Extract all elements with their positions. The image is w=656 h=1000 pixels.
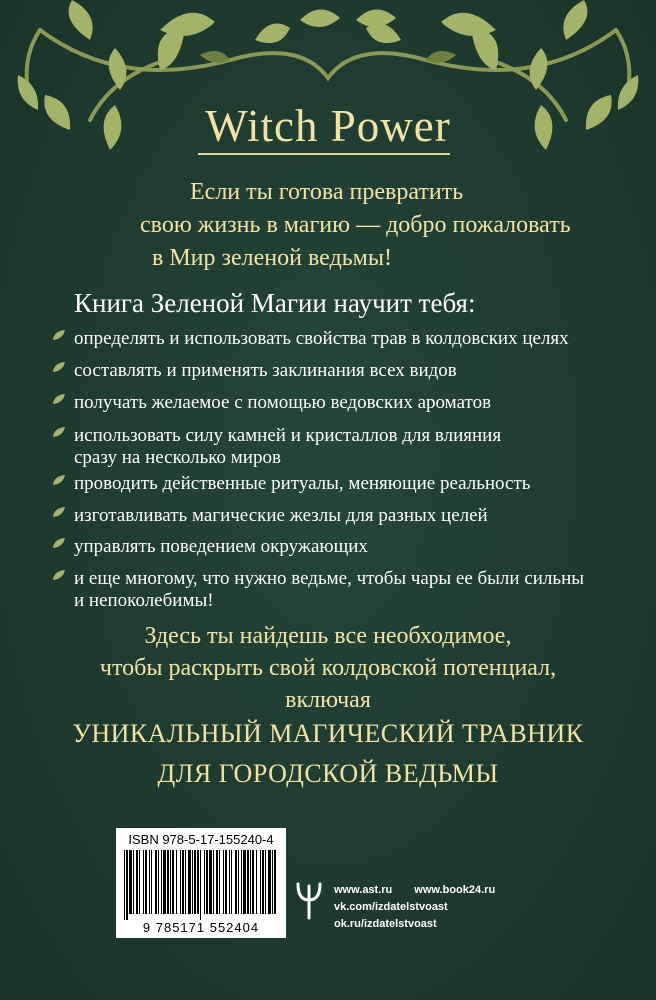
link-vk[interactable]: vk.com/izdatelstvoast <box>334 901 448 913</box>
leaf-bullet-icon <box>52 393 66 405</box>
leaf-bullet-icon <box>52 569 66 581</box>
barcode-panel <box>116 828 286 938</box>
list-item: составлять и применять заклинания всех видов <box>74 360 457 381</box>
leaf-bullet-icon <box>52 361 66 373</box>
list-item: определять и использовать свойства трав в колдовских целях <box>74 328 569 349</box>
leaf-bullet-icon <box>52 474 66 486</box>
outro-line: чтобы раскрыть свой колдовской потенциал, <box>99 655 557 681</box>
herbal-highlight <box>0 714 656 794</box>
link-ok[interactable]: ok.ru/izdatelstvoast <box>334 918 437 930</box>
outro-line: Здесь ты найдешь все необходимое, <box>144 623 512 649</box>
list-item: проводить действенные ритуалы, меняющие реальность <box>74 473 531 494</box>
link-ast[interactable]: www.ast.ru <box>334 884 393 896</box>
list-item: управлять поведением окружающих <box>74 536 368 557</box>
title-underline <box>198 153 450 155</box>
isbn-text: ISBN 978-5-17-155240-4 <box>128 832 274 847</box>
book-title: Witch Power <box>205 101 451 151</box>
list-item: использовать силу камней и кристаллов для влияния сразу на несколько миров <box>74 425 502 468</box>
leaf-bullet-icon <box>52 506 66 518</box>
link-book24[interactable]: www.book24.ru <box>414 884 496 896</box>
list-item: получать желаемое с помощью ведовских ароматов <box>74 392 492 413</box>
leaf-bullet-icon <box>52 329 66 341</box>
outro-line: включая <box>285 687 371 713</box>
intro-line: в Мир зеленой ведьмы! <box>152 245 392 271</box>
ean-digits: 9 785171 552404 <box>142 920 260 935</box>
publisher-logo-icon <box>294 880 324 920</box>
publisher-links <box>334 882 495 933</box>
leaf-bullet-icon <box>52 537 66 549</box>
highlight-line: УНИКАЛЬНЫЙ МАГИЧЕСКИЙ ТРАВНИК <box>72 719 584 748</box>
barcode-icon <box>122 850 280 920</box>
highlight-line: ДЛЯ ГОРОДСКОЙ ВЕДЬМЫ <box>157 759 499 788</box>
list-item: изготавливать магические жезлы для разных целей <box>74 505 488 526</box>
intro-line: Если ты готова превратить <box>190 179 464 205</box>
list-item: и еще многому, что нужно ведьме, чтобы чары ее были сильны и непоколебимы! <box>74 568 585 611</box>
intro-line: свою жизнь в магию — добро пожаловать <box>140 212 571 238</box>
intro-text <box>140 176 571 275</box>
leaf-bullet-icon <box>52 426 66 438</box>
list-heading: Книга Зеленой Магии научит тебя: <box>74 288 476 318</box>
outro-text <box>0 620 656 716</box>
